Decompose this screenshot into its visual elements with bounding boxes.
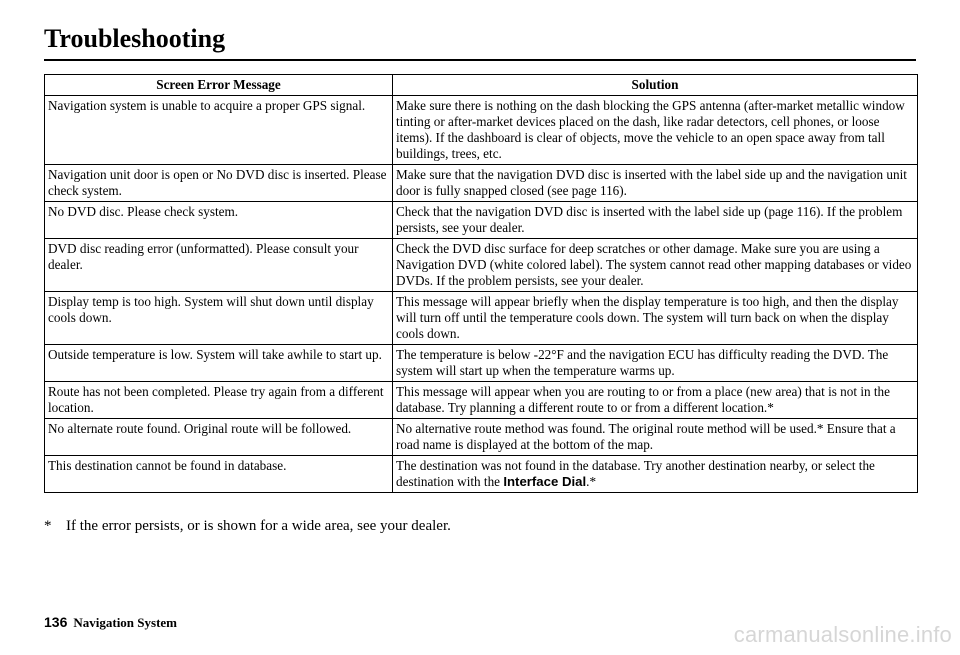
table-row: [45, 165, 918, 202]
error-message-cell: Outside temperature is low. System will take awhile to start up.: [45, 345, 393, 382]
error-message-cell: This destination cannot be found in database.: [45, 456, 393, 493]
header-solution: Solution: [393, 75, 918, 96]
solution-text: The destination was not found in the database. Try another destination nearby, or select the destination with the: [396, 458, 875, 489]
table-row: [45, 239, 918, 292]
footer-section-name: Navigation System: [73, 615, 177, 630]
error-message-cell: No DVD disc. Please check system.: [45, 202, 393, 239]
solution-cell: Make sure that the navigation DVD disc is inserted with the label side up and the navigation unit door is fully snapped closed (see page 116).: [393, 165, 918, 202]
table-row: [45, 345, 918, 382]
solution-cell: Check the DVD disc surface for deep scratches or other damage. Make sure you are using a Navigation DVD (white colored label). The system cannot read other mapping databases or video DVDs. If the problem persists, see your dealer.: [393, 239, 918, 292]
title-divider: [44, 59, 916, 61]
header-screen-error-message: Screen Error Message: [45, 75, 393, 96]
table-row: [45, 419, 918, 456]
solution-cell: The temperature is below -22°F and the navigation ECU has difficulty reading the DVD. The system will start up when the temperature warms up.: [393, 345, 918, 382]
solution-cell: This message will appear briefly when the display temperature is too high, and then the display will turn off until the temperature cools down. The system will turn back on when the display cools down.: [393, 292, 918, 345]
error-message-cell: No alternate route found. Original route will be followed.: [45, 419, 393, 456]
error-message-cell: Navigation unit door is open or No DVD disc is inserted. Please check system.: [45, 165, 393, 202]
page-title: Troubleshooting: [44, 24, 226, 53]
solution-cell: Make sure there is nothing on the dash blocking the GPS antenna (after-market metallic window tinting or after-market devices placed on the dash, like radar detectors, cell phones, or loose items). If the dashboard is clear of objects, move the vehicle to an open space away from tall buildings, trees, etc.: [393, 96, 918, 165]
solution-cell: Check that the navigation DVD disc is inserted with the label side up (page 116). If the problem persists, see your dealer.: [393, 202, 918, 239]
error-message-table: [44, 74, 918, 493]
table-row: [45, 202, 918, 239]
error-message-cell: Route has not been completed. Please try again from a different location.: [45, 382, 393, 419]
table-header-row: [45, 75, 918, 96]
page-number: 136: [44, 614, 68, 630]
page-footer: [44, 614, 177, 631]
error-message-cell: DVD disc reading error (unformatted). Please consult your dealer.: [45, 239, 393, 292]
solution-text-end: .*: [586, 474, 597, 489]
solution-cell: No alternative route method was found. The original route method will be used.* Ensure that a road name is displayed at the bottom of the map.: [393, 419, 918, 456]
error-message-cell: Display temp is too high. System will shut down until display cools down.: [45, 292, 393, 345]
error-message-table-container: [44, 74, 917, 493]
table-row: [45, 382, 918, 419]
watermark: carmanualsonline.info: [733, 622, 952, 647]
table-row: [45, 292, 918, 345]
footnote-marker: *: [44, 518, 52, 534]
solution-cell: [393, 456, 918, 493]
table-row: [45, 96, 918, 165]
footnote: [44, 517, 451, 535]
table-row: [45, 456, 918, 493]
solution-cell: This message will appear when you are routing to or from a place (new area) that is not in the database. Try planning a different route to or from a different location.*: [393, 382, 918, 419]
footnote-text: If the error persists, or is shown for a wide area, see your dealer.: [66, 518, 451, 534]
error-message-cell: Navigation system is unable to acquire a proper GPS signal.: [45, 96, 393, 165]
interface-dial-term: Interface Dial: [503, 474, 587, 489]
